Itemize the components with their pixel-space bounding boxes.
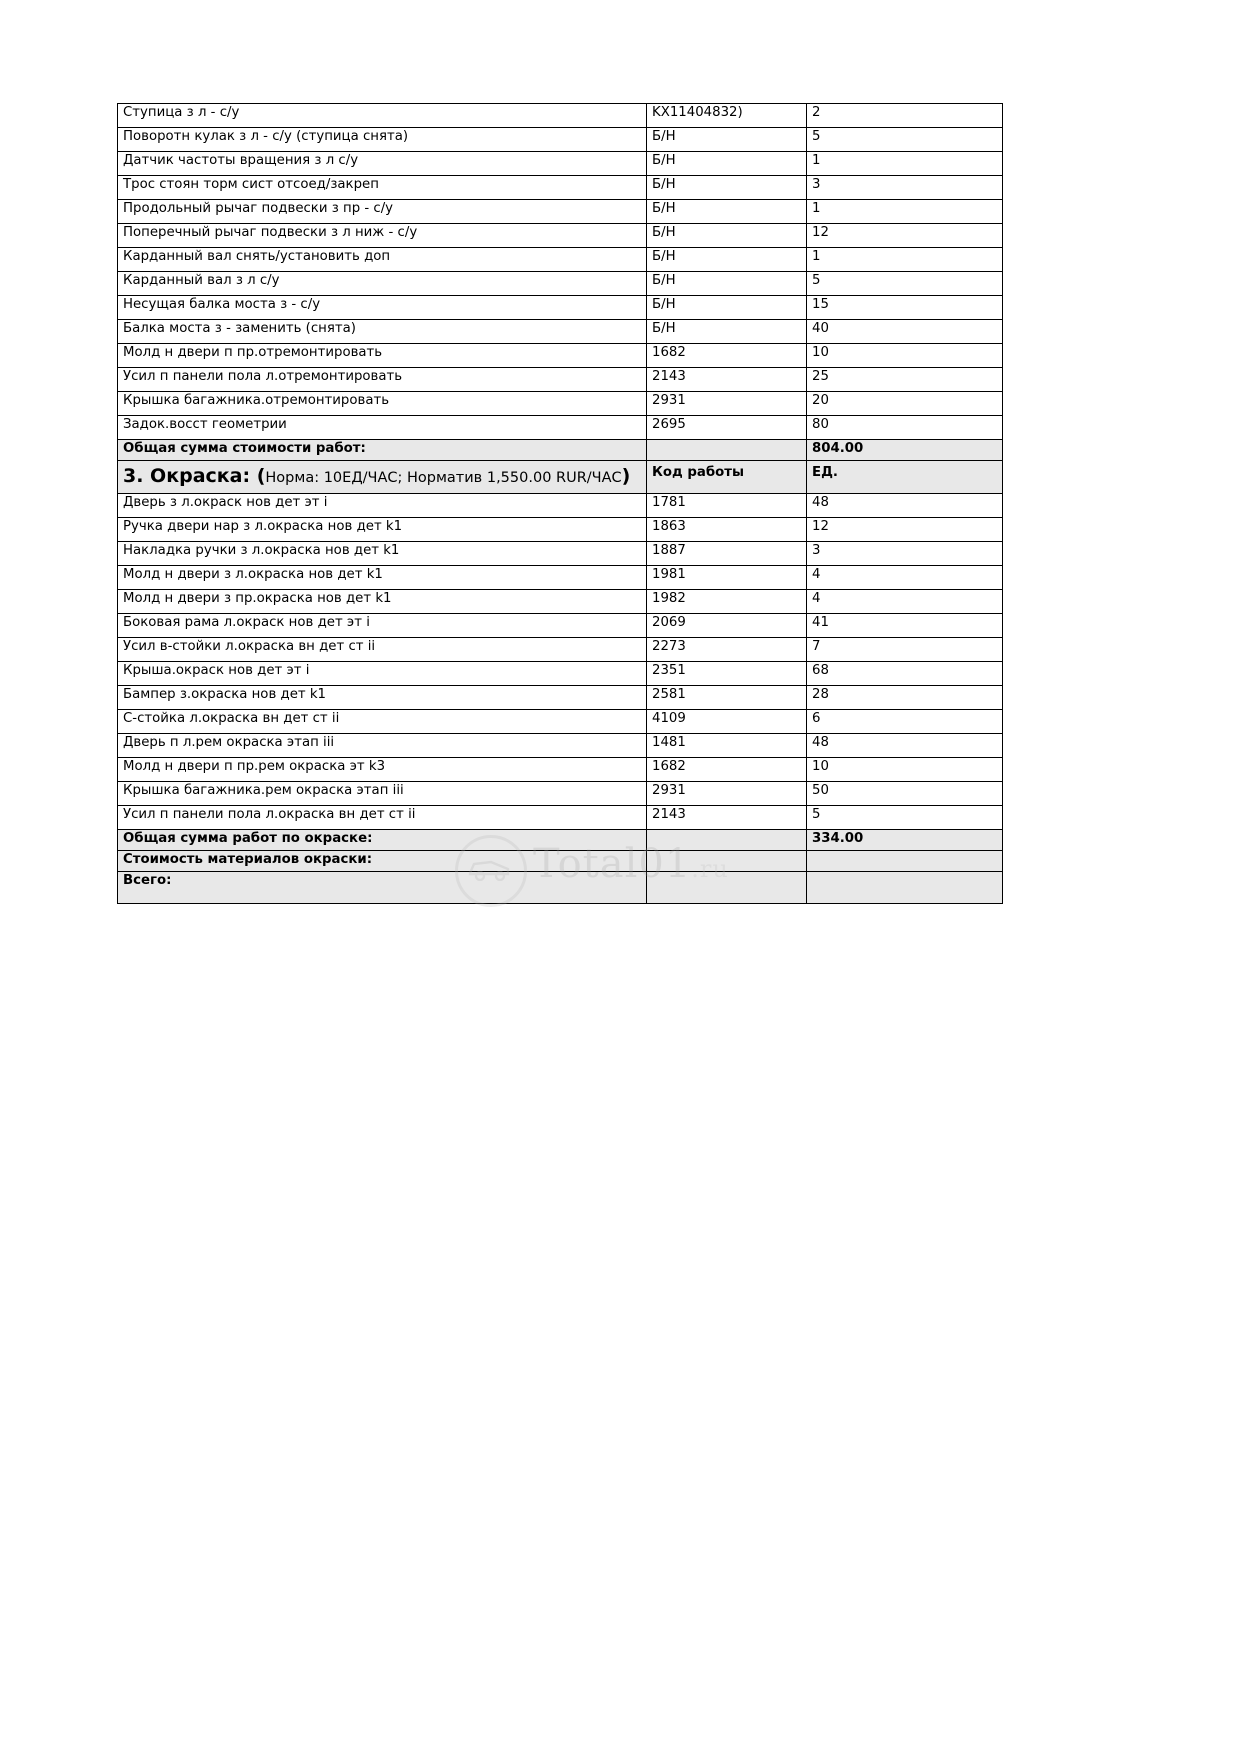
work-code: Б/Н [647, 296, 807, 320]
work-code: 2069 [647, 614, 807, 638]
work-unit: 80 [807, 416, 1003, 440]
work-description: Молд н двери з л.окраска нов дет k1 [118, 566, 647, 590]
table-row [118, 224, 1003, 248]
table-row [118, 590, 1003, 614]
table-row [118, 296, 1003, 320]
work-unit: 48 [807, 494, 1003, 518]
table-row [118, 344, 1003, 368]
table-row [118, 272, 1003, 296]
total-paint-code [647, 830, 807, 851]
work-description: Молд н двери п пр.отремонтировать [118, 344, 647, 368]
table-row [118, 320, 1003, 344]
column-header-code: Код работы [647, 460, 807, 493]
work-code: 1887 [647, 542, 807, 566]
table-row [118, 416, 1003, 440]
section-norm-pre: Норма: 10ЕД/ЧАС; Норматив [265, 469, 487, 486]
materials-label: Стоимость материалов окраски: [118, 851, 647, 872]
total-works-label: Общая сумма стоимости работ: [118, 440, 647, 461]
table-row [118, 128, 1003, 152]
total-paint-label: Общая сумма работ по окраске: [118, 830, 647, 851]
table-row [118, 152, 1003, 176]
section-title: 3. Окраска: ( [123, 464, 266, 487]
table-row [118, 542, 1003, 566]
grand-total-value [807, 871, 1003, 903]
work-code: Б/Н [647, 128, 807, 152]
table-row [118, 638, 1003, 662]
work-description: Балка моста з - заменить (снята) [118, 320, 647, 344]
section-title-cell [118, 460, 647, 493]
total-paint-row [118, 830, 1003, 851]
section-title-close: ) [621, 464, 631, 487]
work-description: Ступица з л - с/у [118, 104, 647, 128]
work-code: Б/Н [647, 320, 807, 344]
work-code: 1863 [647, 518, 807, 542]
work-unit: 40 [807, 320, 1003, 344]
work-description: Поперечный рычаг подвески з л ниж - с/у [118, 224, 647, 248]
table-row [118, 392, 1003, 416]
work-unit: 1 [807, 248, 1003, 272]
work-description: Дверь з л.окраск нов дет эт i [118, 494, 647, 518]
grand-total-row [118, 871, 1003, 903]
work-unit: 5 [807, 806, 1003, 830]
column-header-unit: ЕД. [807, 460, 1003, 493]
estimate-table [117, 103, 1003, 904]
table-row [118, 494, 1003, 518]
materials-value [807, 851, 1003, 872]
total-works-code [647, 440, 807, 461]
work-code: 1682 [647, 758, 807, 782]
grand-total-code [647, 871, 807, 903]
table-row [118, 710, 1003, 734]
work-code: 1781 [647, 494, 807, 518]
work-unit: 1 [807, 200, 1003, 224]
work-code: 2695 [647, 416, 807, 440]
work-code: 2143 [647, 368, 807, 392]
work-description: Бампер з.окраска нов дет k1 [118, 686, 647, 710]
work-code: 2931 [647, 782, 807, 806]
work-code: Б/Н [647, 248, 807, 272]
table-row [118, 734, 1003, 758]
grand-total-label: Всего: [118, 871, 647, 903]
work-unit: 3 [807, 542, 1003, 566]
work-description: Поворотн кулак з л - с/у (ступица снята) [118, 128, 647, 152]
work-unit: 41 [807, 614, 1003, 638]
work-unit: 1 [807, 152, 1003, 176]
work-description: Продольный рычаг подвески з пр - с/у [118, 200, 647, 224]
work-code: Б/Н [647, 224, 807, 248]
watermark-suffix: .ru [691, 855, 729, 883]
total-works-row [118, 440, 1003, 461]
table-row [118, 518, 1003, 542]
work-description: Задок.восст геометрии [118, 416, 647, 440]
work-unit: 6 [807, 710, 1003, 734]
work-unit: 5 [807, 128, 1003, 152]
work-code: 4109 [647, 710, 807, 734]
table-row [118, 662, 1003, 686]
work-unit: 10 [807, 758, 1003, 782]
work-code: KX11404832) [647, 104, 807, 128]
work-unit: 20 [807, 392, 1003, 416]
materials-code [647, 851, 807, 872]
work-code: 1481 [647, 734, 807, 758]
work-code: 2143 [647, 806, 807, 830]
work-description: Ручка двери нар з л.окраска нов дет k1 [118, 518, 647, 542]
work-description: Крыша.окраск нов дет эт i [118, 662, 647, 686]
work-description: Датчик частоты вращения з л с/у [118, 152, 647, 176]
work-description: Несущая балка моста з - с/у [118, 296, 647, 320]
work-unit: 4 [807, 566, 1003, 590]
work-description: Крышка багажника.рем окраска этап iii [118, 782, 647, 806]
work-description: Боковая рама л.окраск нов дет эт i [118, 614, 647, 638]
work-code: 2273 [647, 638, 807, 662]
work-description: Карданный вал з л с/у [118, 272, 647, 296]
work-code: Б/Н [647, 176, 807, 200]
work-unit: 10 [807, 344, 1003, 368]
work-unit: 4 [807, 590, 1003, 614]
table-row [118, 566, 1003, 590]
work-unit: 25 [807, 368, 1003, 392]
total-works-value: 804.00 [807, 440, 1003, 461]
work-code: 1682 [647, 344, 807, 368]
work-description: Карданный вал снять/установить доп [118, 248, 647, 272]
table-row [118, 806, 1003, 830]
work-unit: 12 [807, 518, 1003, 542]
work-unit: 28 [807, 686, 1003, 710]
table-row [118, 614, 1003, 638]
work-unit: 68 [807, 662, 1003, 686]
work-code: Б/Н [647, 200, 807, 224]
work-description: Крышка багажника.отремонтировать [118, 392, 647, 416]
work-code: 1981 [647, 566, 807, 590]
work-description: Молд н двери з пр.окраска нов дет k1 [118, 590, 647, 614]
work-unit: 3 [807, 176, 1003, 200]
work-description: С-стойка л.окраска вн дет ст ii [118, 710, 647, 734]
table-row [118, 782, 1003, 806]
table-body [118, 104, 1003, 904]
work-description: Усил п панели пола л.окраска вн дет ст ii [118, 806, 647, 830]
work-description: Трос стоян торм сист отсоед/закреп [118, 176, 647, 200]
work-unit: 15 [807, 296, 1003, 320]
work-code: 1982 [647, 590, 807, 614]
work-unit: 7 [807, 638, 1003, 662]
work-code: Б/Н [647, 272, 807, 296]
work-unit: 2 [807, 104, 1003, 128]
work-description: Накладка ручки з л.окраска нов дет k1 [118, 542, 647, 566]
materials-row [118, 851, 1003, 872]
work-description: Усил в-стойки л.окраска вн дет ст ii [118, 638, 647, 662]
work-code: 2581 [647, 686, 807, 710]
work-unit: 5 [807, 272, 1003, 296]
work-unit: 12 [807, 224, 1003, 248]
work-description: Дверь п л.рем окраска этап iii [118, 734, 647, 758]
table-row [118, 104, 1003, 128]
work-description: Усил п панели пола л.отремонтировать [118, 368, 647, 392]
work-code: 2351 [647, 662, 807, 686]
work-description: Молд н двери п пр.рем окраска эт k3 [118, 758, 647, 782]
table-row [118, 176, 1003, 200]
work-unit: 50 [807, 782, 1003, 806]
table-row [118, 686, 1003, 710]
table-row [118, 248, 1003, 272]
table-row [118, 200, 1003, 224]
section-norm-value: 1,550.00 RUR/ЧАС [486, 469, 622, 486]
total-paint-value: 334.00 [807, 830, 1003, 851]
work-code: 2931 [647, 392, 807, 416]
table-row [118, 368, 1003, 392]
work-code: Б/Н [647, 152, 807, 176]
section-header-row [118, 460, 1003, 493]
work-unit: 48 [807, 734, 1003, 758]
table-row [118, 758, 1003, 782]
watermark-label: Total01 [533, 841, 692, 887]
